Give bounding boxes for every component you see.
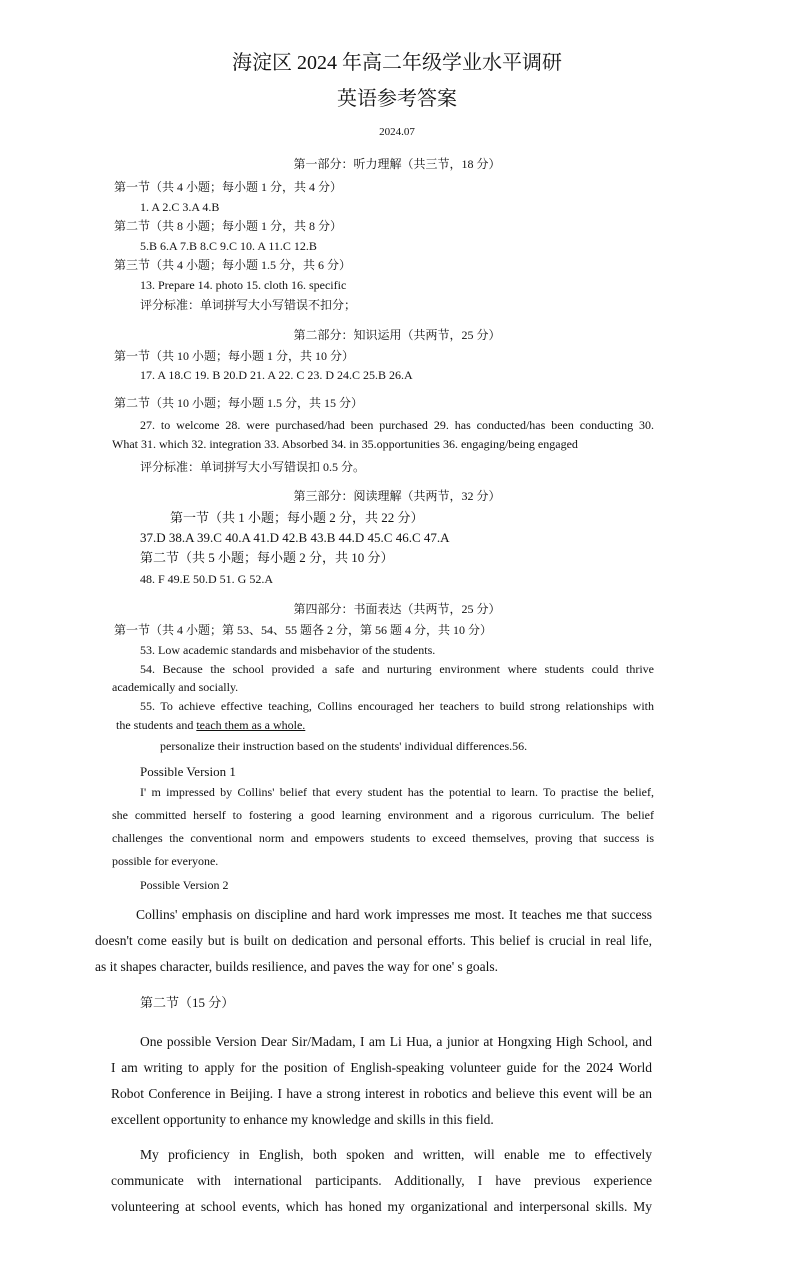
page-title: 海淀区 2024 年高二年级学业水平调研 [232, 52, 562, 74]
part1-section3-label: 第三节（共 4 小题；每小题 1.5 分，共 6 分） [114, 258, 352, 272]
part4-section1-label: 第一节（共 4 小题；第 53、54、55 题各 2 分，第 56 题 4 分，共 10 分） [114, 623, 493, 637]
version1-line4: possible for everyone. [112, 854, 219, 868]
letter-paragraph1-line1: One possible Version Dear Sir/Madam, I am Li Hua, a junior at Hongxing High School, and [140, 1034, 652, 1049]
answer-54-line1: 54. Because the school provided a safe and nurturing environment where students could thrive [140, 662, 654, 676]
version1-line3: challenges the conventional norm and empowers students to exceed themselves, proving that success is [112, 831, 654, 845]
version2-line3: as it shapes character, builds resilience, and paves the way for one' s goals. [95, 959, 499, 974]
answer-55-line2-text: the students and [116, 718, 197, 732]
version2-label: Possible Version 2 [140, 878, 229, 892]
letter-paragraph2-line1: My proficiency in English, both spoken and written, will enable me to effectively [140, 1147, 652, 1162]
page-subtitle: 英语参考答案 [337, 88, 457, 110]
answer-55-line2 [116, 717, 305, 733]
version1-line1: I' m impressed by Collins' belief that every student has the potential to learn. To practise the belief, [140, 785, 654, 799]
part3-section2-answers: 48. F 49.E 50.D 51. G 52.A [140, 572, 274, 586]
part2-scoring-note: 评分标准：单词拼写大小写错误扣 0.5 分。 [140, 460, 366, 474]
part1-section2-answers: 5.B 6.A 7.B 8.C 9.C 10. A 11.C 12.B [140, 239, 317, 253]
letter-paragraph2-line2: communicate with international participants. Additionally, I have previous experience [111, 1173, 652, 1188]
letter-paragraph1-line4: excellent opportunity to enhance my knowledge and skills in this field. [111, 1112, 494, 1127]
letter-paragraph1-line3: Robot Conference in Beijing. I have a strong interest in robotics and believe this event will be an [111, 1086, 652, 1101]
part1-section3-answers: 13. Prepare 14. photo 15. cloth 16. specific [140, 278, 347, 292]
part2-section2-answers-line2: What 31. which 32. integration 33. Absorbed 34. in 35.opportunities 36. engaging/being engaged [112, 437, 578, 451]
version1-label: Possible Version 1 [140, 764, 236, 779]
part1-section1-label: 第一节（共 4 小题；每小题 1 分，共 4 分） [114, 180, 343, 194]
part3-heading: 第三部分：阅读理解（共两节，32 分） [293, 489, 501, 503]
part2-section2-label: 第二节（共 10 小题；每小题 1.5 分，共 15 分） [114, 396, 364, 410]
part4-section2-label: 第二节（15 分） [140, 995, 235, 1010]
document-date: 2024.07 [379, 126, 415, 138]
part1-section2-label: 第二节（共 8 小题；每小题 1 分，共 8 分） [114, 219, 343, 233]
part2-heading: 第二部分：知识运用（共两节，25 分） [293, 328, 501, 342]
version2-line1: Collins' emphasis on discipline and hard work impresses me most. It teaches me that success [136, 907, 652, 922]
part1-scoring-note: 评分标准：单词拼写大小写错误不扣分； [140, 298, 357, 312]
letter-paragraph1-line2: I am writing to apply for the position of English-speaking volunteer guide for the 2024 World [111, 1060, 652, 1075]
answer-55-line1: 55. To achieve effective teaching, Collins encouraged her teachers to build strong relationships with [140, 699, 654, 713]
answer-55-line3: personalize their instruction based on the students' individual differences.56. [160, 739, 528, 753]
part2-section2-answers-line1: 27. to welcome 28. were purchased/had been purchased 29. has conducted/has been conducting 30. [140, 418, 654, 432]
part3-section1-answers: 37.D 38.A 39.C 40.A 41.D 42.B 43.B 44.D 45.C 46.C 47.A [140, 530, 450, 545]
version1-line2: she committed herself to fostering a good learning environment and a rigorous curriculum. The belief [112, 808, 654, 822]
part2-section1-answers: 17. A 18.C 19. B 20.D 21. A 22. C 23. D 24.C 25.B 26.A [140, 368, 413, 382]
answer-55-underlined-text: teach them as a whole. [196, 718, 306, 732]
version2-line2: doesn't come easily but is built on dedication and personal efforts. This belief is crucial in real life, [95, 933, 652, 948]
part4-heading: 第四部分：书面表达（共两节，25 分） [293, 602, 501, 616]
part3-section2-label: 第二节（共 5 小题；每小题 2 分，共 10 分） [140, 550, 394, 565]
letter-paragraph2-line3: volunteering at school events, which has honed my organizational and interpersonal skills. My [111, 1199, 652, 1214]
answer-54-line2: academically and socially. [112, 680, 239, 694]
part1-heading: 第一部分：听力理解（共三节，18 分） [293, 157, 501, 171]
answer-53: 53. Low academic standards and misbehavior of the students. [140, 643, 436, 657]
part3-section1-label: 第一节（共 1 小题；每小题 2 分，共 22 分） [170, 510, 424, 525]
part1-section1-answers: 1. A 2.C 3.A 4.B [140, 200, 220, 214]
part2-section1-label: 第一节（共 10 小题；每小题 1 分，共 10 分） [114, 349, 355, 363]
